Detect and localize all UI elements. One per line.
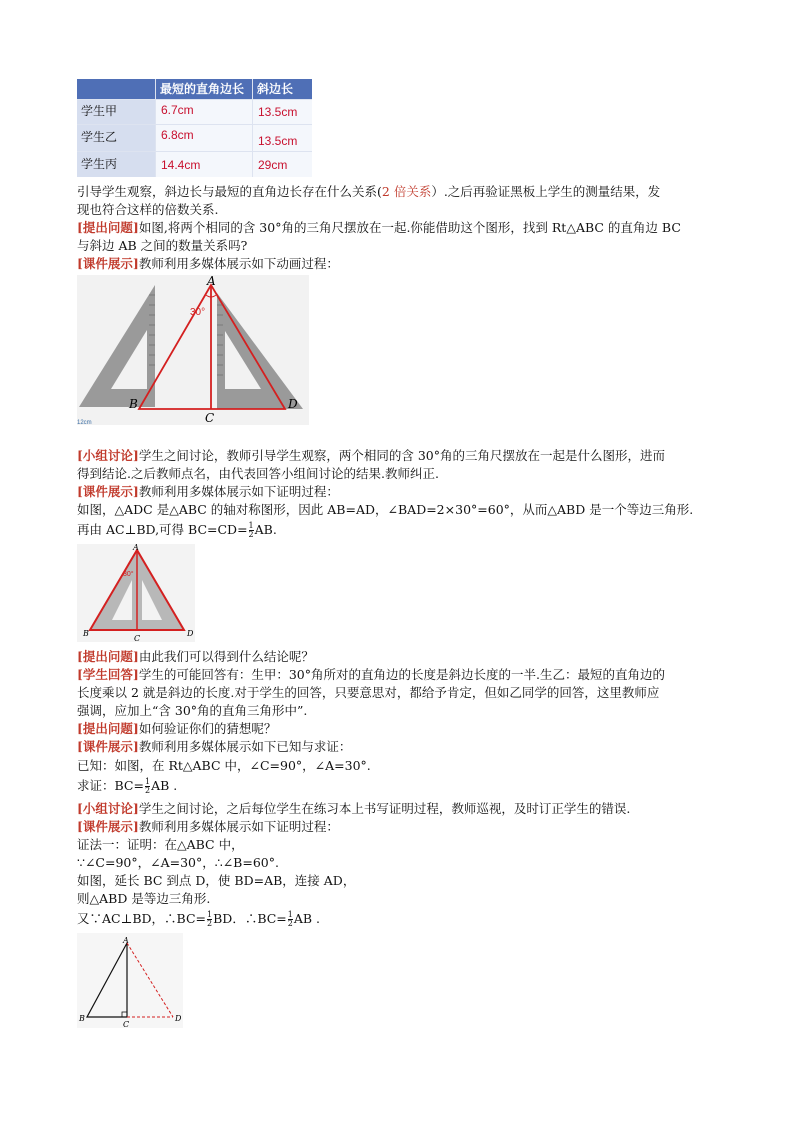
table-header-short-leg: 最短的直角边长 — [156, 79, 252, 99]
label-b: B — [83, 629, 89, 638]
fraction: $\frac{1}{2}$ — [144, 777, 151, 795]
paragraph-line: [学生回答]学生的可能回答有：生甲：30°角所对的直角边的长度是斜边长度的一半.生乙：最短的直角边的 — [77, 667, 665, 682]
fraction: $\frac{1}{2}$ — [287, 910, 293, 928]
paragraph-line: [课件展示]教师利用多媒体展示如下已知与求证： — [77, 739, 352, 754]
paragraph-line: 如图，延长 BC 到点 D，使 BD=AB，连接 AD， — [77, 873, 356, 888]
paragraph-line: 已知：如图，在 Rt△ABC 中，∠C=90°，∠A=30°. — [77, 758, 371, 773]
paragraph-line: [课件展示]教师利用多媒体展示如下证明过程： — [77, 484, 339, 499]
highlight-text: 2 倍关系 — [381, 184, 432, 199]
figure-2-svg — [77, 544, 195, 642]
tag-answer: [学生回答] — [77, 667, 139, 682]
table-header-hyp: 斜边长 — [253, 79, 312, 99]
tag-show: [课件展示] — [77, 819, 139, 834]
paragraph-line: [小组讨论]学生之间讨论，之后每位学生在练习本上书写证明过程，教师巡视，及时订正学生的错误. — [77, 801, 631, 816]
table-cell: 14.4cm — [156, 152, 252, 177]
label-corner: 12cm — [77, 420, 92, 425]
table-cell: 13.5cm — [253, 100, 312, 124]
label-c: C — [123, 1020, 130, 1028]
fraction: $\frac{1}{2}$ — [248, 521, 254, 539]
paragraph-line: 引导学生观察，斜边长与最短的直角边长存在什么关系(2 倍关系）.之后再验证黑板上学生的测量结果，发 — [77, 184, 661, 199]
paragraph-line: 长度乘以 2 就是斜边的长度.对于学生的回答，只要意思对，都给予肯定，但如乙同学的回答，这里教师应 — [77, 685, 660, 700]
paragraph-line: 现也符合这样的倍数关系. — [77, 202, 219, 217]
paragraph-line: ∵∠C=90°，∠A=30°，∴∠B=60°. — [77, 855, 279, 870]
tag-show: [课件展示] — [77, 739, 139, 754]
measurement-table — [77, 79, 312, 177]
fraction: $\frac{1}{2}$ — [207, 910, 213, 928]
label-d: D — [288, 397, 298, 411]
paragraph-line: 证法一：证明：在△ABC 中， — [77, 837, 244, 852]
paragraph-line: [小组讨论]学生之间讨论，教师引导学生观察，两个相同的含 30°角的三角尺摆放在一起是什么图形，进而 — [77, 448, 665, 463]
label-b: B — [79, 1014, 85, 1023]
tag-group: [小组讨论] — [77, 801, 139, 816]
label-a: A — [207, 275, 216, 288]
paragraph-line: 与斜边 AB 之间的数量关系吗? — [77, 238, 248, 253]
tag-ask: [提出问题] — [77, 649, 139, 664]
table-cell: 6.7cm — [156, 100, 252, 124]
label-angle: 30° — [123, 571, 134, 578]
table-cell: 29cm — [253, 152, 312, 177]
label-a: A — [133, 544, 139, 552]
label-b: B — [129, 397, 138, 411]
tag-group: [小组讨论] — [77, 448, 139, 463]
tag-ask: [提出问题] — [77, 721, 139, 736]
tag-ask: [提出问题] — [77, 220, 139, 235]
paragraph-line: [提出问题]由此我们可以得到什么结论呢？ — [77, 649, 314, 664]
figure-equilateral — [77, 544, 195, 642]
table-cell: 6.8cm — [156, 125, 252, 151]
paragraph-line: 则△ABD 是等边三角形. — [77, 891, 211, 906]
paragraph-line: [提出问题]如图,将两个相同的含 30°角的三角尺摆放在一起.你能借助这个图形，找到 Rt△ABC 的直角边 BC — [77, 220, 681, 235]
paragraph-line: 再由 AC⊥BD,可得 BC=CD= $\frac{1}{2}$ AB. — [77, 521, 277, 539]
table-cell: 13.5cm — [253, 125, 312, 151]
paragraph-line: [提出问题]如何验证你们的猜想呢？ — [77, 721, 277, 736]
label-angle: 30° — [190, 307, 206, 318]
paragraph-line: 求证：BC= $\frac{1}{2}$ AB . — [77, 777, 178, 795]
figure-3-svg — [77, 933, 183, 1028]
figure-1-svg — [77, 275, 309, 425]
paragraph-line: [课件展示]教师利用多媒体展示如下动画过程： — [77, 256, 339, 271]
paragraph-line: 得到结论.之后教师点名，由代表回答小组间讨论的结果.教师纠正. — [77, 466, 439, 481]
label-c: C — [134, 634, 141, 642]
paragraph-line: 强调，应加上“含 30°角的直角三角形中”. — [77, 703, 308, 718]
figure-right-triangle — [77, 933, 183, 1028]
label-a: A — [123, 936, 129, 945]
table-row-label: 学生乙 — [77, 125, 155, 151]
table-row-label: 学生甲 — [77, 100, 155, 124]
label-d: D — [187, 629, 194, 638]
paragraph-line: [课件展示]教师利用多媒体展示如下证明过程： — [77, 819, 339, 834]
figure-triangle-rulers — [77, 275, 309, 425]
paragraph-line: 又∵AC⊥BD，∴BC= $\frac{1}{2}$ BD．∴BC= $\frac{1}{2}$ AB . — [77, 910, 321, 928]
tag-show: [课件展示] — [77, 484, 139, 499]
tag-show: [课件展示] — [77, 256, 139, 271]
table-row-label: 学生丙 — [77, 152, 155, 177]
paragraph-line: 如图，△ADC 是△ABC 的轴对称图形，因此 AB=AD，∠BAD=2×30°=60°，从而△ABD 是一个等边三角形. — [77, 502, 694, 517]
table-header-blank — [77, 79, 155, 99]
label-c: C — [205, 411, 215, 425]
label-d: D — [175, 1014, 182, 1023]
